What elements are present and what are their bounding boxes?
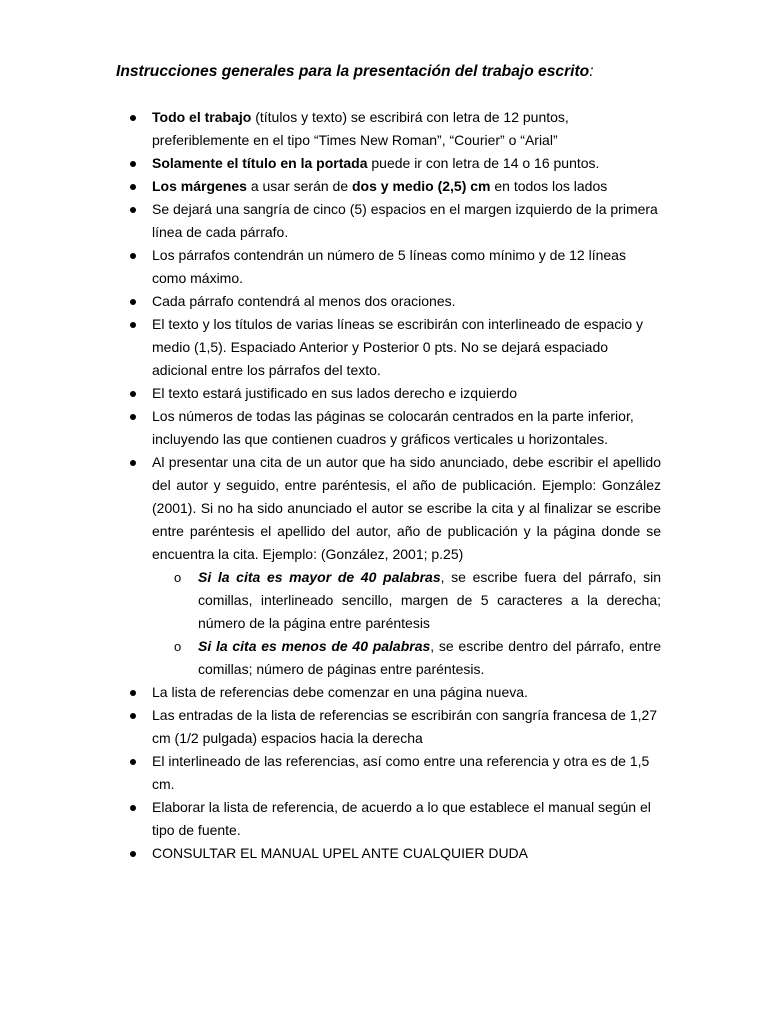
list-item: [0, 796, 661, 842]
document-title: [116, 61, 594, 83]
list-item: [0, 313, 661, 382]
bullet-icon: [130, 851, 136, 857]
list-item: [0, 405, 661, 451]
item-text: (títulos y texto) se escribirá con letra de 12 puntos, preferiblemente en el tipo “Times New Roman”, “Courier” o “Arial”: [152, 109, 569, 148]
sub-item-text: , se escribe fuera del párrafo, sin comillas, interlineado sencillo, margen de 5 caracteres a la derecha; número de la página entre paréntesis: [198, 569, 661, 631]
list-item: [0, 175, 661, 198]
title-colon: :: [589, 63, 594, 80]
sub-item-text: , se escribe dentro del párrafo, entre comillas; número de páginas entre paréntesis.: [198, 638, 661, 677]
list-item: [0, 842, 661, 865]
sub-list-item: [152, 566, 661, 635]
list-item: [0, 106, 661, 152]
item-text: Los párrafos contendrán un número de 5 líneas como mínimo y de 12 líneas como máximo.: [152, 247, 626, 286]
list-item: [0, 451, 661, 681]
list-item: [0, 704, 661, 750]
bullet-icon: [130, 713, 136, 719]
bullet-icon: [130, 115, 136, 121]
list-item: [0, 198, 661, 244]
item-text: El texto y los títulos de varias líneas se escribirán con interlineado de espacio y medio (1,5). Espaciado Anterior y Posterior 0 pts. No se dejará espaciado adicional entre los párrafos del texto.: [152, 316, 644, 378]
item-text: El interlineado de las referencias, así como entre una referencia y otra es de 1,5 cm.: [152, 753, 650, 792]
item-text: a usar serán de: [246, 178, 352, 194]
list-item: [0, 382, 661, 405]
sub-list-item: [152, 635, 661, 681]
bullet-icon: [130, 414, 136, 420]
sub-list: [152, 566, 661, 681]
item-text: CONSULTAR EL MANUAL UPEL ANTE CUALQUIER DUDA: [152, 845, 529, 861]
bullet-icon: [130, 253, 136, 259]
item-emphasis: Los márgenes: [152, 178, 247, 194]
sub-item-emphasis: Si la cita es menos de 40 palabras: [198, 638, 431, 654]
bullet-icon: [130, 759, 136, 765]
bullet-icon: [130, 690, 136, 696]
bullet-icon: [130, 184, 136, 190]
instructions-list: [0, 106, 768, 865]
list-item: [0, 152, 661, 175]
list-item: [0, 750, 661, 796]
item-emphasis: Solamente el título en la portada: [152, 155, 368, 171]
item-emphasis: dos y medio (2,5) cm: [352, 178, 491, 194]
bullet-icon: [130, 161, 136, 167]
bullet-icon: [130, 207, 136, 213]
item-text: El texto estará justificado en sus lados derecho e izquierdo: [152, 385, 517, 401]
list-item: [0, 244, 661, 290]
bullet-icon: [130, 391, 136, 397]
item-text: Elaborar la lista de referencia, de acuerdo a lo que establece el manual según el tipo de fuente.: [152, 799, 651, 838]
sub-item-emphasis: Si la cita es mayor de 40 palabras: [198, 569, 441, 585]
bullet-icon: [130, 460, 136, 466]
item-text: puede ir con letra de 14 o 16 puntos.: [367, 155, 600, 171]
bullet-icon: [130, 299, 136, 305]
bullet-icon: [130, 322, 136, 328]
list-item: [0, 681, 661, 704]
item-emphasis: Todo el trabajo: [152, 109, 252, 125]
title-text: Instrucciones generales para la presentación del trabajo escrito: [116, 63, 590, 80]
item-text: Los números de todas las páginas se colocarán centrados en la parte inferior, incluyendo las que contienen cuadros y gráficos verticales u horizontales.: [152, 408, 634, 447]
list-item: [0, 290, 661, 313]
item-text: en todos los lados: [490, 178, 608, 194]
item-text: La lista de referencias debe comenzar en una página nueva.: [152, 684, 528, 700]
item-text: Las entradas de la lista de referencias se escribirán con sangría francesa de 1,27 cm (1/2 pulgada) espacios hacia la derecha: [152, 707, 658, 746]
item-text: Al presentar una cita de un autor que ha sido anunciado, debe escribir el apellido del autor y seguido, entre paréntesis, el año de publicación. Ejemplo: González (2001). Si no ha sido anunciado el autor se escribe la cita y al finalizar se escribe entre paréntesis el apellido del autor, año de publicación y la página donde se encuentra la cita. Ejemplo: (González, 2001; p.25): [152, 454, 661, 562]
item-text: Se dejará una sangría de cinco (5) espacios en el margen izquierdo de la primera línea de cada párrafo.: [152, 201, 658, 240]
circle-bullet-icon: o: [174, 570, 182, 585]
circle-bullet-icon: o: [174, 639, 182, 654]
item-text: Cada párrafo contendrá al menos dos oraciones.: [152, 293, 456, 309]
bullet-icon: [130, 805, 136, 811]
